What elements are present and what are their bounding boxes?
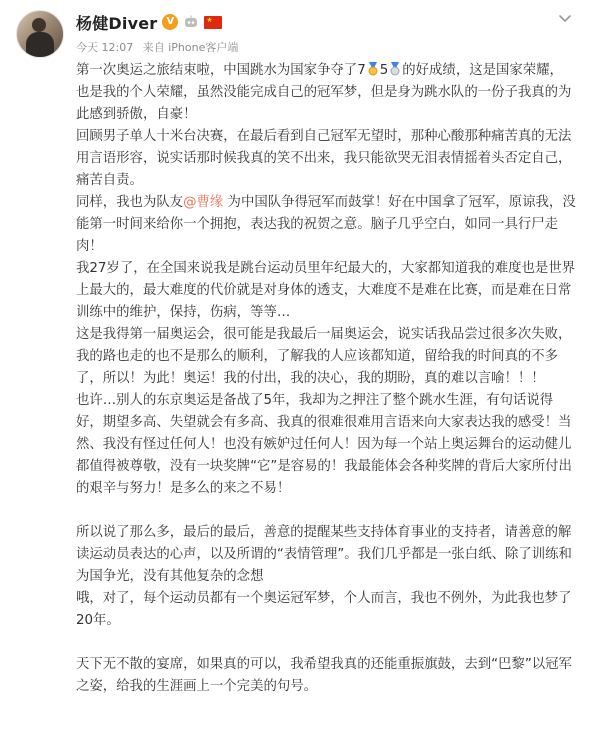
user-info <box>76 10 222 34</box>
post-content <box>76 60 576 698</box>
paragraph-1-part-3: 的好成绩，这是国家荣耀，也是我的个人荣耀，虽然没能完成自己的冠军梦，但是身为跳水队的一份子我真的为此感到骄傲，自豪！ <box>76 63 572 122</box>
paragraph-5: 这是我得第一届奥运会，很可能是我最后一届奥运会，说实话我品尝过很多次失败，我的路也走的也不是那么的顺利，了解我的人应该都知道，留给我的时间真的不多了，所以！为此！奥运！我的付出，我的决心，我的期盼，真的难以言喻！！！ <box>76 327 572 386</box>
gold-medal-icon <box>367 62 379 76</box>
silver-medal-icon <box>389 62 401 76</box>
china-flag-icon: ★ <box>204 16 222 29</box>
avatar[interactable] <box>16 10 64 58</box>
paragraph-3 <box>76 192 576 258</box>
spacer <box>76 632 576 654</box>
chevron-down-icon[interactable] <box>558 12 572 26</box>
paragraph-3-before: 同样，我也为队友 <box>76 195 184 210</box>
paragraph-1-part-1: 第一次奥运之旅结束啦，中国跳水为国家争夺了7 <box>76 63 366 78</box>
username[interactable]: 杨健Diver <box>76 13 158 33</box>
mention-link[interactable]: @曹缘 <box>183 195 224 210</box>
post-meta <box>76 39 238 55</box>
paragraph-7: 所以说了那么多，最后的最后，善意的提醒某些支持体育事业的支持者，请善意的解读运动员表达的心声，以及所谓的“表情管理”。我们几乎都是一张白纸、除了训练和为国争光，没有其他复杂的念想 <box>76 525 572 584</box>
paragraph-3-after: 为中国队争得冠军而鼓掌！好在中国拿了冠军，原谅我，没能第一时间来给你一个拥抱，表达我的祝贺之意。脑子几乎空白，如同一具行尸走肉！ <box>76 195 576 254</box>
verified-badge-icon: V <box>162 14 178 30</box>
post-date: 今天 <box>76 41 98 54</box>
paragraph-1 <box>76 60 576 126</box>
paragraph-9: 天下无不散的宴席，如果真的可以，我希望我真的还能重振旗鼓，去到“巴黎”以冠军之姿，给我的生涯画上一个完美的句号。 <box>76 657 572 694</box>
robot-badge-icon <box>183 14 199 30</box>
paragraph-2: 回顾男子单人十米台决赛，在最后看到自己冠军无望时，那种心酸那种痛苦真的无法用言语形容，说实话那时候我真的笑不出来，我只能欲哭无泪表情摇着头否定自己，痛苦自责。 <box>76 129 572 188</box>
spacer <box>76 500 576 522</box>
paragraph-8: 哦，对了，每个运动员都有一个奥运冠军梦，个人而言，我也不例外，为此我也梦了20年。 <box>76 591 572 628</box>
source-prefix: 来自 <box>142 41 165 54</box>
paragraph-6: 也许…别人的东京奥运是备战了5年，我却为之押注了整个跳水生涯，有句话说得好，期望多高、失望就会有多高、我真的很难很难用言语来向大家表达我的感受！当然、我没有怪过任何人！也没有嫉妒过任何人！因为每一个站上奥运舞台的运动健儿都值得被尊敬，没有一块奖牌“它”是容易的！我最能体会各种奖牌的背后大家所付出的艰辛与努力！是多么的来之不易！ <box>76 393 572 496</box>
paragraph-4: 我27岁了，在全国来说我是跳台运动员里年纪最大的，大家都知道我的难度也是世界上最大的，最大难度的代价就是对身体的透支，大难度不是难在比赛，而是难在日常训练中的维护，保持，伤病，等等… <box>76 261 576 320</box>
paragraph-1-part-2: 5 <box>379 63 389 78</box>
post-header <box>0 0 592 62</box>
post-source[interactable]: iPhone客户端 <box>168 41 239 54</box>
post-time: 12:07 <box>101 41 134 54</box>
